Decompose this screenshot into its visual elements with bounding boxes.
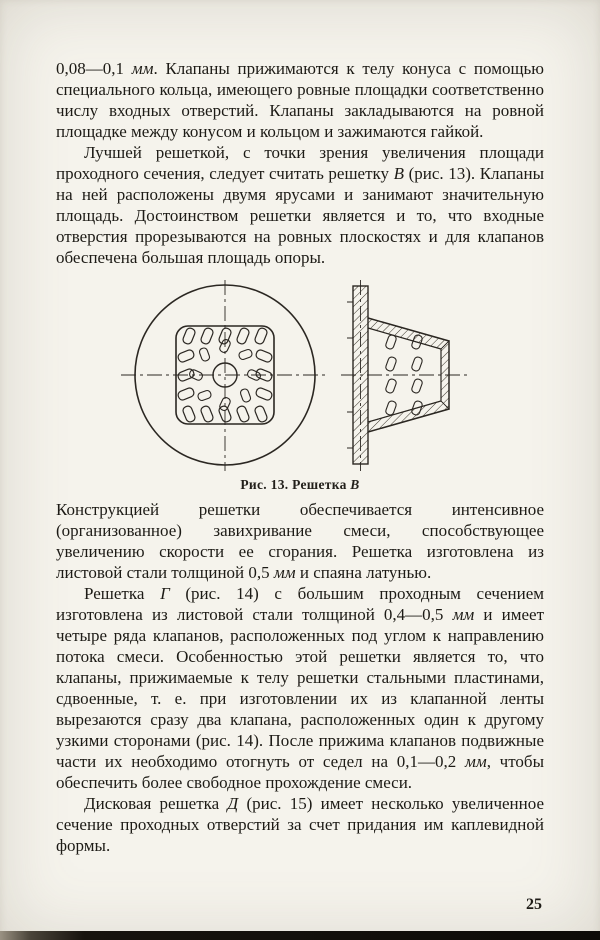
text-run: и имеет четыре ряда клапанов, расположенных под углом к направлению потока смеси. Особенностью этой решетки является то, что клапаны, прижимаемые к телу решетки стальными пластинами, сдвоенные, т. е. при изготовлении их из клапанной ленты вырезаются сразу два клапана, расположенных один к другому узкими сторонами (рис. 14). После прижима клапанов подвижные части их необходимо отогнуть от седел на 0,1—0,2 — [56, 605, 544, 771]
page-number: 25 — [526, 896, 542, 913]
italic-term: Г — [160, 584, 170, 603]
text-run: Решетка — [84, 584, 161, 603]
text-run: Лучшей решеткой, с точки зрения увеличения площади проходного сечения, следует считать решетку — [56, 143, 544, 183]
paragraph — [56, 499, 544, 583]
italic-term: Д — [227, 794, 239, 813]
italic-term: мм — [273, 563, 296, 582]
top-text — [56, 0, 544, 268]
paragraph — [56, 58, 544, 142]
figure-section-view — [341, 280, 467, 471]
text-run: (рис. 13). Клапаны на ней расположены двумя ярусами и занимают значительную площадь. Достоинством решетки является и то, что входные отверстия прорезываются на ровных плоскостях и для клапанов обеспечена большая площадь опоры. — [56, 164, 544, 267]
paragraph — [56, 583, 544, 793]
text-run: . Клапаны прижимаются к телу конуса с помощью специального кольца, имеющего ровные площадки соответственно числу входных отверстий. Клапаны закладываются на ровной площадке между конусом и кольцом и зажимаются гайкой. — [56, 59, 545, 141]
italic-term: мм — [464, 752, 487, 771]
figure-caption-label: Рис. 13. — [240, 477, 289, 492]
italic-term: мм — [131, 59, 154, 78]
figure-13-drawing — [55, 278, 545, 473]
figure-caption — [40, 477, 560, 493]
italic-term: В — [393, 164, 404, 183]
figure-front-view — [121, 280, 329, 471]
scan-edge-artifact — [0, 931, 600, 940]
text-run: Конструкцией решетки обеспечивается интенсивное (организованное) завихривание смеси, способствующее увеличению скорости ее сгорания. Решетка изготовлена из листовой стали толщиной 0,5 — [56, 500, 544, 582]
text-run: , чтобы обеспечить более свободное прохождение смеси. — [56, 752, 544, 792]
italic-term: мм — [452, 605, 475, 624]
paragraph — [56, 793, 544, 856]
figure-caption-text: Решетка — [288, 477, 351, 492]
text-run: Дисковая решетка — [84, 794, 228, 813]
figure-13 — [40, 278, 560, 493]
bottom-text — [56, 499, 544, 856]
text-run: (рис. 14) с большим проходным сечением изготовлена из листовой стали толщиной 0,4—0,5 — [56, 584, 544, 624]
text-run: (рис. 15) имеет несколько увеличенное сечение проходных отверстий за счет придания им каплевидной формы. — [56, 794, 544, 855]
paragraph — [56, 142, 544, 268]
text-run: 0,08—0,1 — [56, 59, 132, 78]
figure-caption-letter: В — [350, 477, 360, 492]
text-run: и спаяна латунью. — [295, 563, 432, 582]
